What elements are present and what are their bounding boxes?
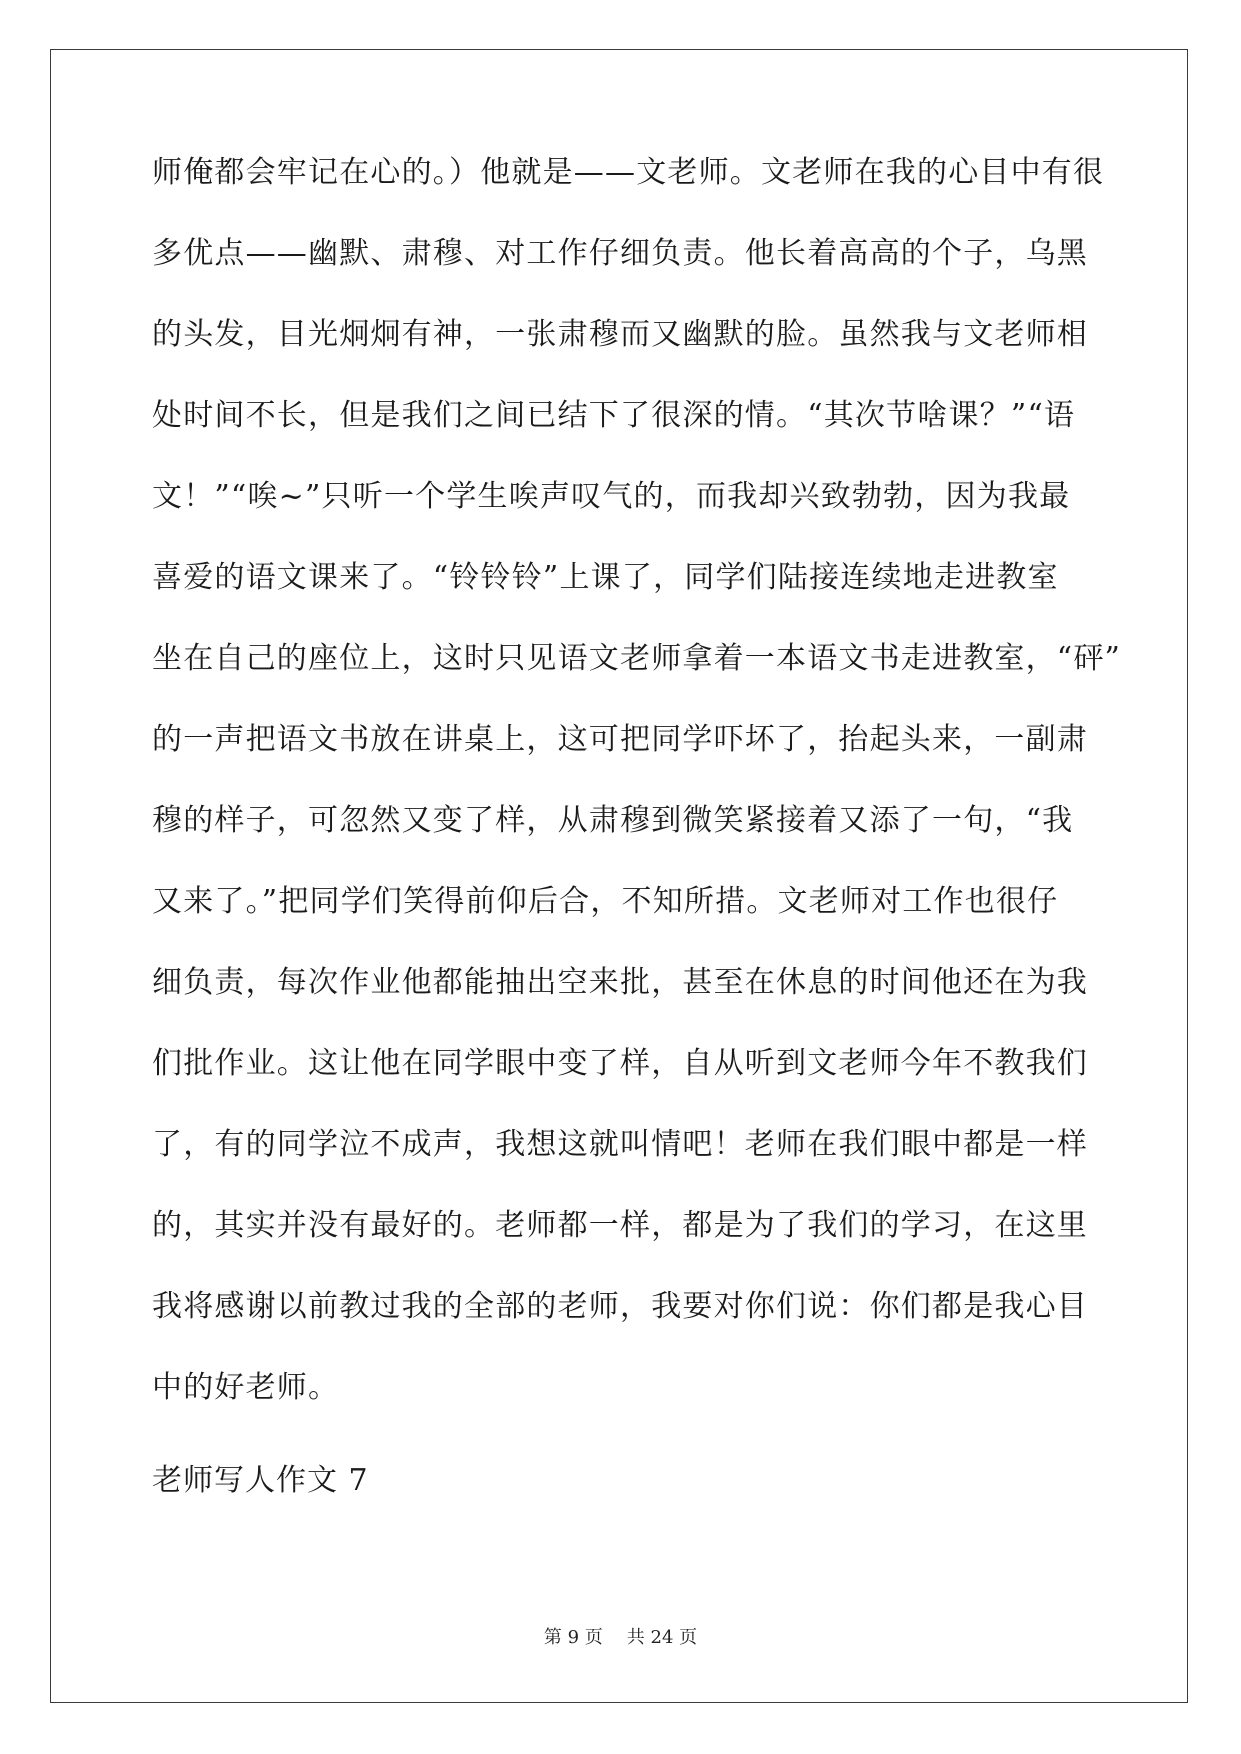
paragraph-line: 穆的样子，可忽然又变了样，从肃穆到微笑紧接着又添了一句，“我 — [152, 803, 1074, 838]
paragraph-line: 处时间不长，但是我们之间已结下了很深的情。“其次节啥课？”“语 — [152, 398, 1076, 433]
paragraph-line: 细负责，每次作业他都能抽出空来批，甚至在休息的时间他还在为我 — [152, 965, 1088, 1000]
section-heading: 老师写人作文 7 — [152, 1463, 369, 1498]
paragraph-line: 师俺都会牢记在心的。）他就是——文老师。文老师在我的心目中有很 — [152, 155, 1105, 190]
paragraph-line: 的一声把语文书放在讲桌上，这可把同学吓坏了，抬起头来，一副肃 — [152, 722, 1088, 757]
paragraph-line: 了，有的同学泣不成声，我想这就叫情吧！老师在我们眼中都是一样 — [152, 1127, 1088, 1162]
paragraph-line: 文！”“唉~”只听一个学生唉声叹气的，而我却兴致勃勃，因为我最 — [152, 479, 1071, 514]
paragraph-line: 中的好老师。 — [152, 1370, 340, 1405]
document-body — [152, 155, 1122, 1498]
paragraph-line: 的头发，目光炯炯有神，一张肃穆而又幽默的脸。虽然我与文老师相 — [152, 317, 1088, 352]
page-total: 共 24 页 — [626, 1627, 698, 1648]
paragraph-line: 的，其实并没有最好的。老师都一样，都是为了我们的学习，在这里 — [152, 1208, 1088, 1243]
page-footer — [0, 1628, 1241, 1648]
paragraph-line: 多优点——幽默、肃穆、对工作仔细负责。他长着高高的个子，乌黑 — [152, 236, 1088, 271]
paragraph-line: 们批作业。这让他在同学眼中变了样，自从听到文老师今年不教我们 — [152, 1046, 1088, 1081]
page-number: 第 9 页 — [543, 1627, 603, 1648]
paragraph-line: 又来了。”把同学们笑得前仰后合，不知所措。文老师对工作也很仔 — [152, 884, 1059, 919]
paragraph-line: 我将感谢以前教过我的全部的老师，我要对你们说：你们都是我心目 — [152, 1289, 1088, 1324]
paragraph-line: 喜爱的语文课来了。“铃铃铃”上课了，同学们陆接连续地走进教室 — [152, 560, 1059, 595]
paragraph-line: 坐在自己的座位上，这时只见语文老师拿着一本语文书走进教室，“砰” — [152, 641, 1122, 676]
